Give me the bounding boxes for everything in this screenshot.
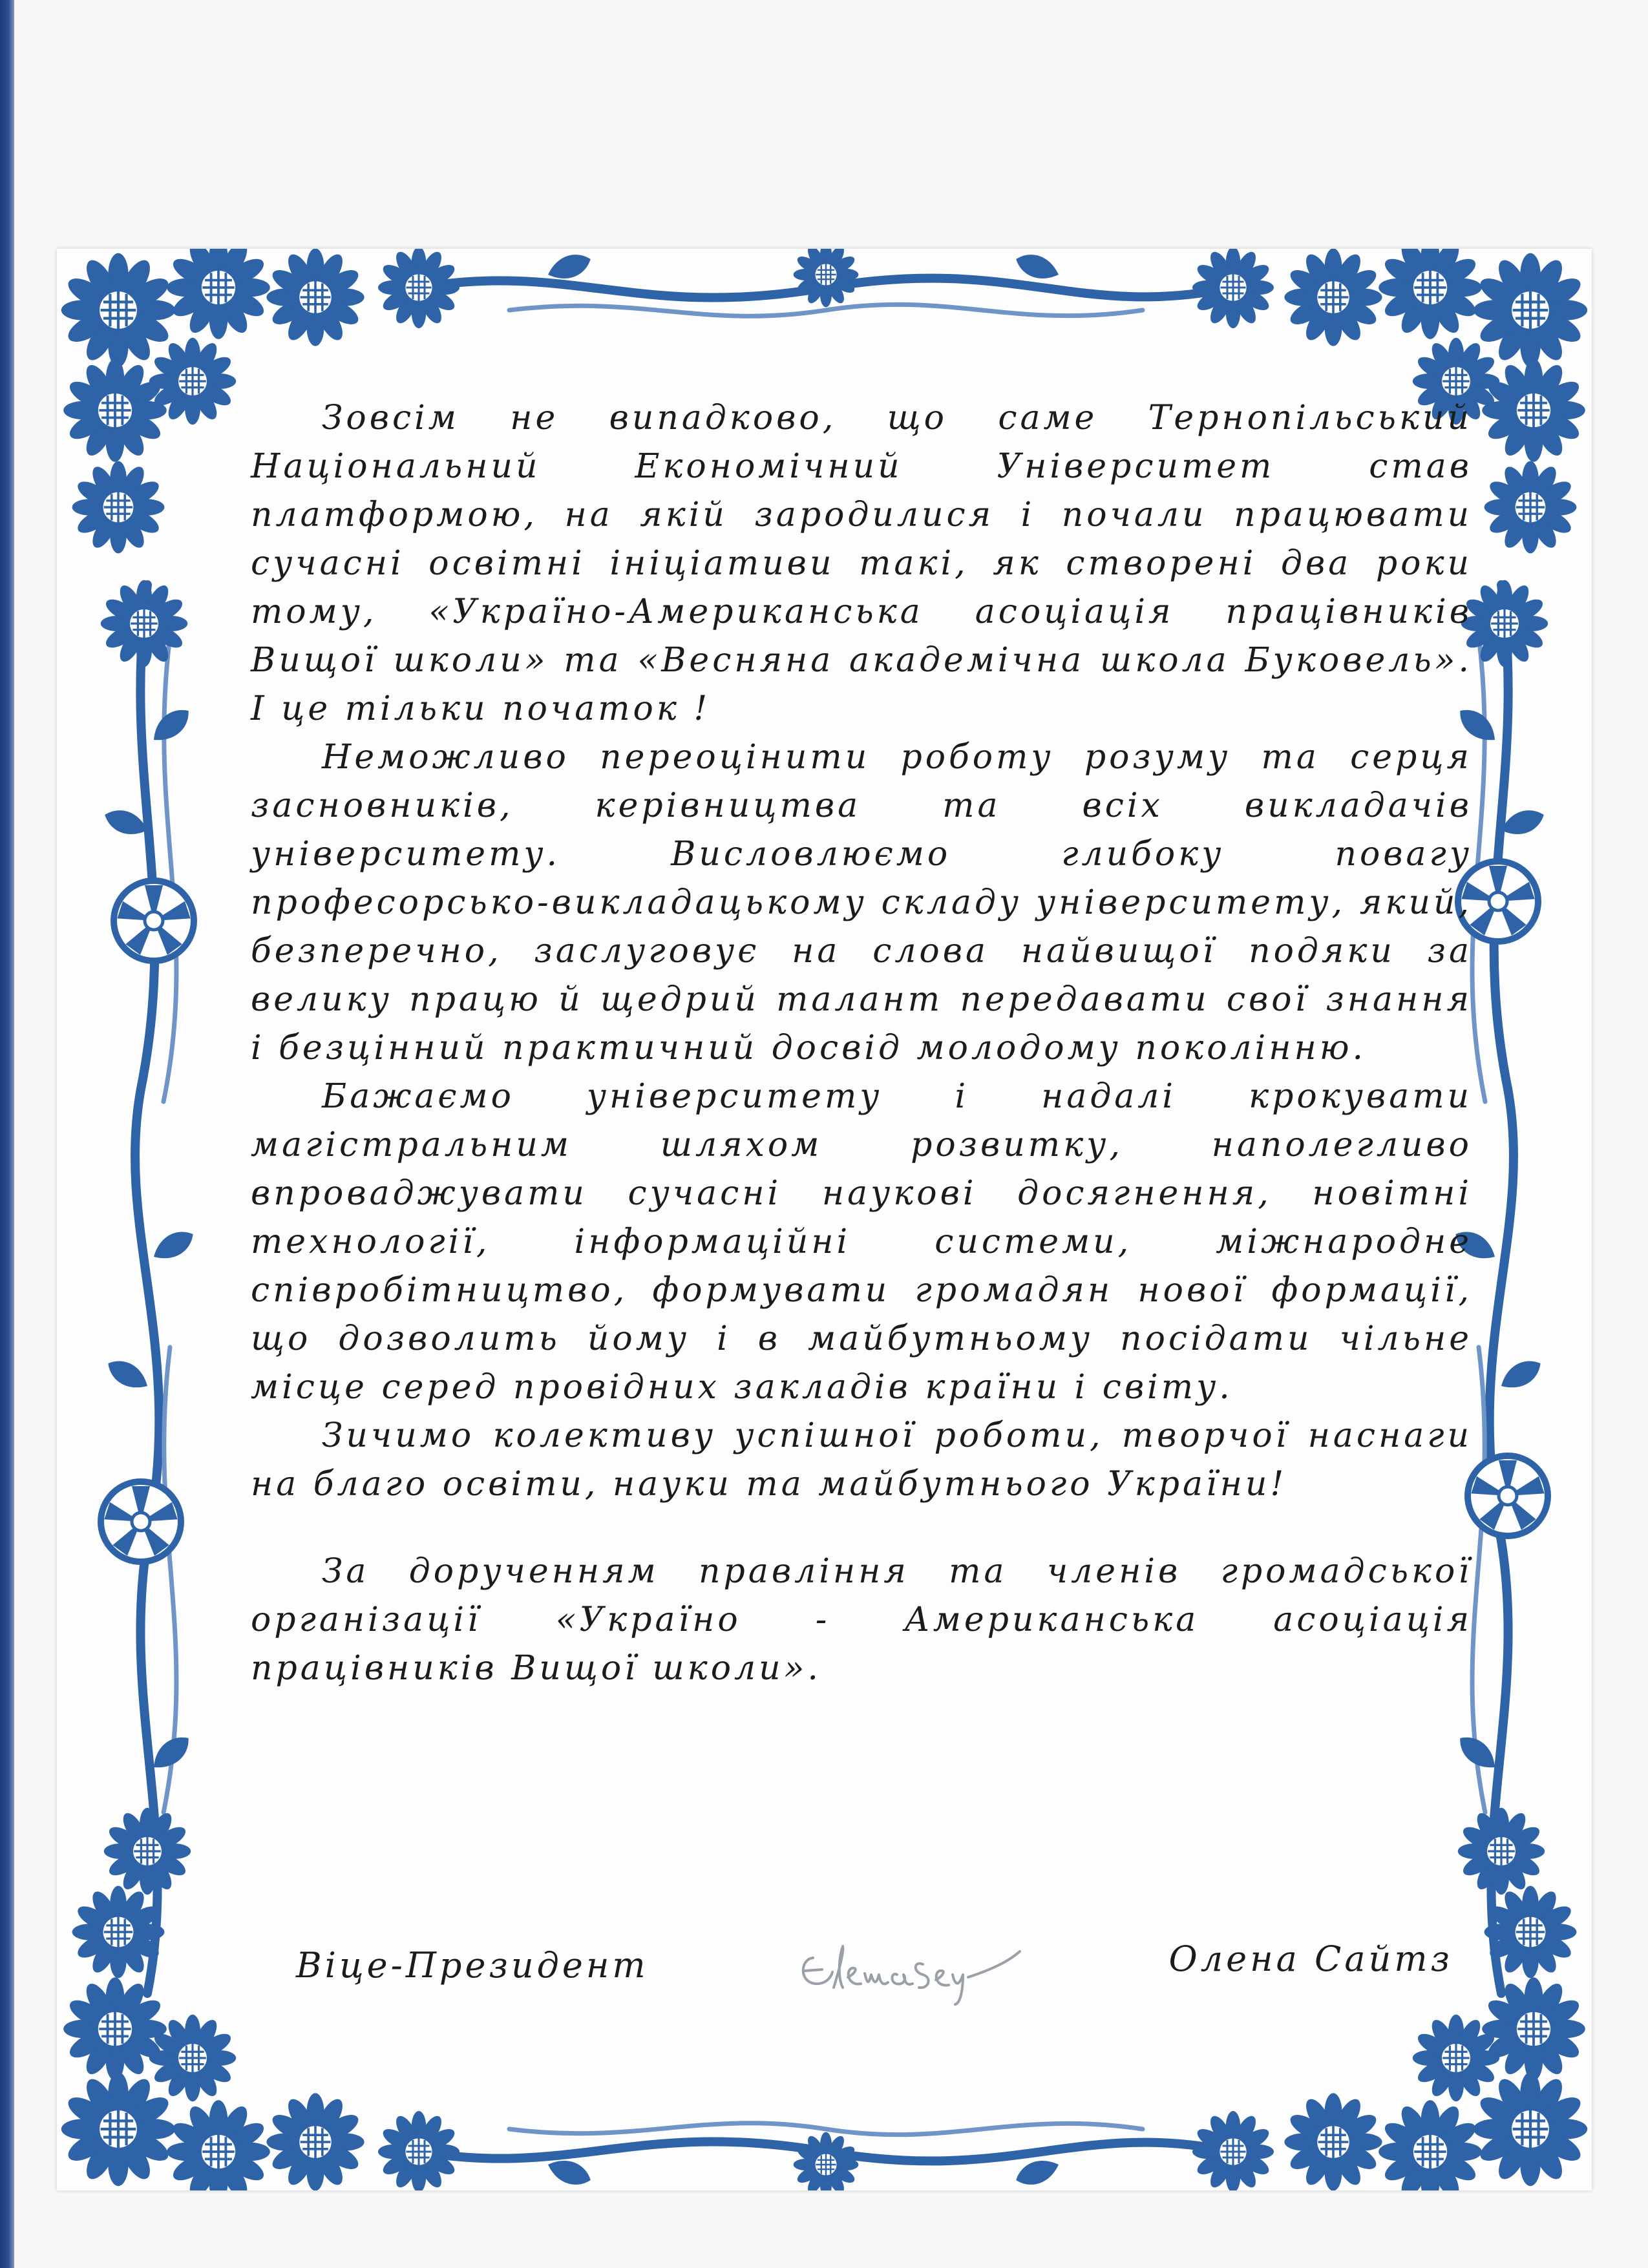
paragraph-3: Бажаємо університету і надалі крокувати магістральним шляхом розвитку, наполегливо впроваджувати сучасні наукові досягнення, новітні технології, інформаційні системи, міжнародне співробітництво, формувати громадян нової формації, що дозволить йому і в майбутньому посідати чільне місце серед провідних закладів країни і світу.: [251, 1077, 1472, 1407]
paragraph-4: Зичимо колективу успішної роботи, творчої наснаги на благо освіти, науки та майбутнього України!: [251, 1416, 1472, 1504]
signatory-name: Олена Сайтз: [1168, 1938, 1453, 1979]
closing-paragraph: За дорученням правління та членів громадської організації «Україно - Американська асоціація працівників Вищої школи».: [251, 1552, 1472, 1688]
handwritten-signature: [794, 1932, 1026, 2010]
paragraph-1: Зовсім не випадково, що саме Тернопільський Національний Економічний Університет став платформою, на якій зародилися і почали працювати сучасні освітні ініціативи такі, як створені два роки тому, «Україно-Американська асоціація працівників Вищої школи» та «Весняна академічна школа Буковель». І це тільки початок !: [251, 399, 1472, 728]
letter-body: [251, 394, 1472, 1693]
paragraph-2: Неможливо переоцінити роботу розуму та серця засновників, керівництва та всіх викладачів університету. Висловлюємо глибоку повагу професорсько-викладацькому складу університету, який, безперечно, заслуговує на слова найвищої подяки за велику працю й щедрий талант передавати свої знання і безцінний практичний досвід молодому поколінню.: [251, 738, 1472, 1067]
signatory-title: Віце-Президент: [296, 1945, 649, 1986]
cover-binding: [0, 0, 14, 2268]
signature-block: [296, 1938, 1453, 2003]
letter-sheet: [57, 249, 1592, 2190]
